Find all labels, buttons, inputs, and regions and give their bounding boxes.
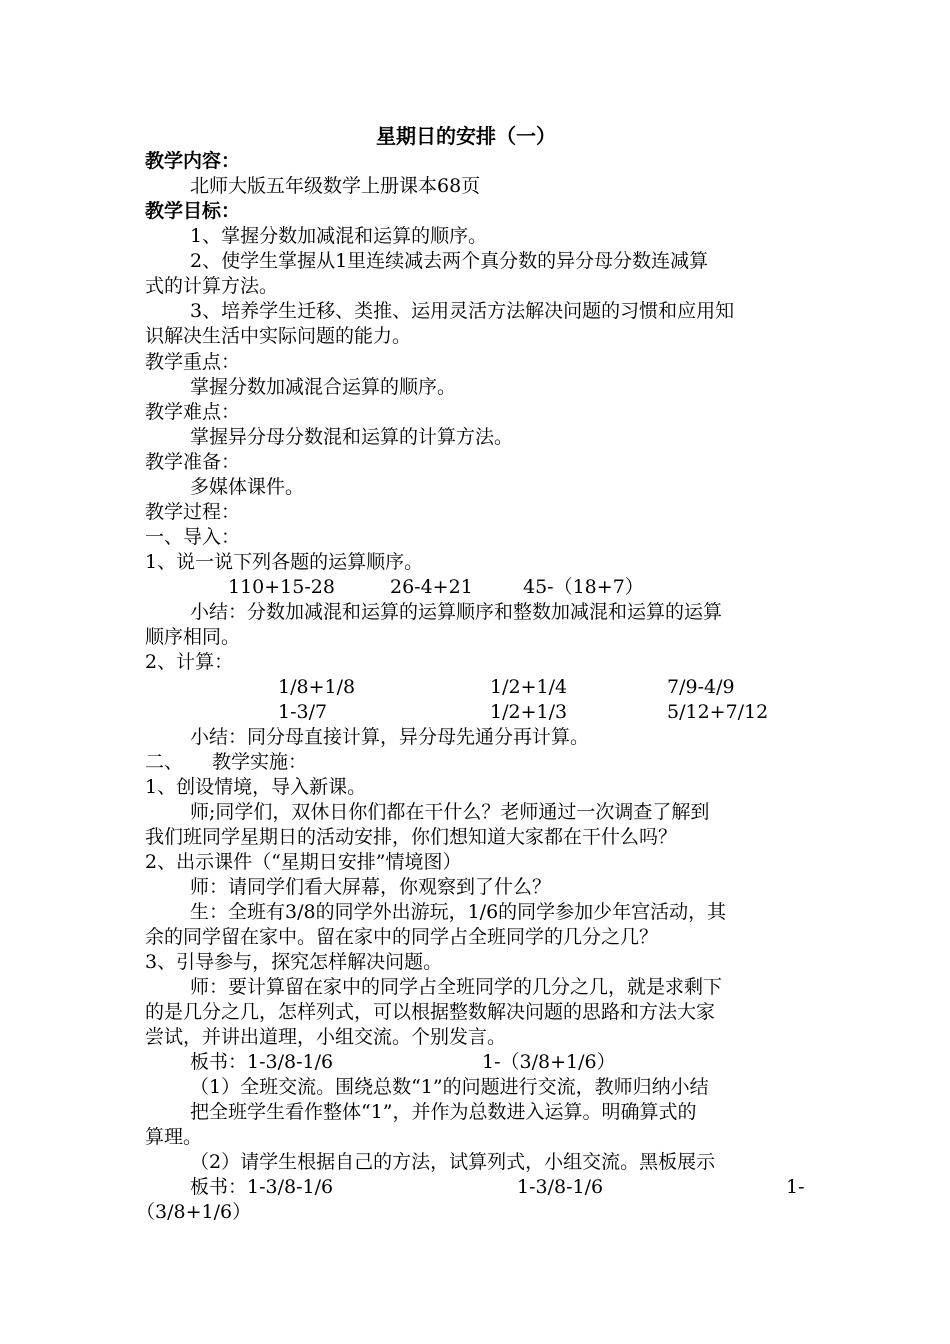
process-heading: 教学过程：	[145, 501, 241, 523]
summary-2: 小结：同分母直接计算，异分母先通分再计算。	[190, 726, 590, 748]
expression-2: 26-4+21	[390, 576, 473, 598]
part-2-title: 教学实施：	[212, 751, 308, 773]
exchange-1-line-1: （1）全班交流。围绕总数“1”的问题进行交流，教师归纳小结	[190, 1076, 709, 1098]
expression-3: 45-（18+7）	[523, 576, 644, 598]
step-2-heading: 2、出示课件（“星期日安排”情境图）	[145, 851, 462, 873]
goal-3-line-2: 识解决生活中实际问题的能力。	[145, 325, 412, 347]
prep-text: 多媒体课件。	[190, 476, 305, 498]
calc-r2-c2: 1/2+1/3	[490, 701, 568, 723]
question-1: 1、说一说下列各题的运算顺序。	[145, 551, 424, 573]
summary-1-line-2: 顺序相同。	[145, 626, 241, 648]
key-heading: 教学重点：	[145, 351, 241, 373]
question-2: 2、计算：	[145, 651, 234, 673]
intro-heading: 一、导入：	[145, 526, 241, 548]
goals-heading: 教学目标：	[145, 200, 241, 222]
teacher-1-line-1: 师;同学们，双休日你们都在干什么？老师通过一次调查了解到	[190, 801, 710, 823]
goal-1: 1、掌握分数加减混和运算的顺序。	[190, 225, 488, 247]
teacher-3-line-1: 师：要计算留在家中的同学占全班同学的几分之几，就是求剩下	[190, 976, 723, 998]
calc-r2-c3: 5/12+7/12	[667, 701, 769, 723]
board-2-b: 1-3/8-1/6	[517, 1176, 604, 1198]
student-1-line-2: 余的同学留在家中。留在家中的同学占全班同学的几分之几？	[145, 926, 659, 948]
student-1-line-1: 生：全班有3/8的同学外出游玩，1/6的同学参加少年宫活动，其	[190, 901, 727, 923]
step-1-heading: 1、创设情境，导入新课。	[145, 776, 367, 798]
teacher-3-line-3: 尝试，并讲出道理，小组交流。个别发言。	[145, 1026, 507, 1048]
key-text: 掌握分数加减混合运算的顺序。	[190, 376, 457, 398]
exchange-1-line-2: 把全班学生看作整体“1”，并作为总数进入运算。明确算式的	[190, 1101, 697, 1123]
teacher-3-line-2: 的是几分之几，怎样列式，可以根据整数解决问题的思路和方法大家	[145, 1001, 716, 1023]
document-title: 星期日的安排（一）	[376, 124, 556, 148]
calc-r1-c3: 7/9-4/9	[667, 676, 735, 698]
difficulty-heading: 教学难点：	[145, 401, 241, 423]
step-3-heading: 3、引导参与，探究怎样解决问题。	[145, 951, 443, 973]
goal-2-line-2: 式的计算方法。	[145, 275, 279, 297]
teacher-2: 师：请同学们看大屏幕，你观察到了什么？	[190, 876, 552, 898]
board-1-a: 板书：1-3/8-1/6	[190, 1051, 334, 1073]
goal-3-line-1: 3、培养学生迁移、类推、运用灵活方法解决问题的习惯和应用知	[190, 300, 735, 322]
board-2-c: 1-	[786, 1176, 805, 1198]
content-heading: 教学内容：	[145, 150, 241, 172]
exchange-1-line-3: 算理。	[145, 1126, 203, 1148]
board-1-b: 1-（3/8+1/6）	[482, 1051, 616, 1073]
calc-r2-c1: 1-3/7	[278, 701, 328, 723]
summary-1-line-1: 小结：分数加减混和运算的运算顺序和整数加减混和运算的运算	[190, 601, 723, 623]
board-2-a: 板书：1-3/8-1/6	[190, 1176, 334, 1198]
part-2-number: 二、	[145, 751, 184, 773]
calc-r1-c2: 1/2+1/4	[490, 676, 568, 698]
prep-heading: 教学准备：	[145, 451, 241, 473]
exchange-2: （2）请学生根据自己的方法，试算列式，小组交流。黑板展示	[190, 1151, 716, 1173]
teacher-1-line-2: 我们班同学星期日的活动安排，你们想知道大家都在干什么吗？	[145, 826, 678, 848]
content-text: 北师大版五年级数学上册课本68页	[190, 175, 481, 197]
expression-1: 110+15-28	[228, 576, 335, 598]
difficulty-text: 掌握异分母分数混和运算的计算方法。	[190, 426, 514, 448]
board-2-d: （3/8+1/6）	[136, 1201, 252, 1223]
calc-r1-c1: 1/8+1/8	[278, 676, 356, 698]
goal-2-line-1: 2、使学生掌握从1里连续减去两个真分数的异分母分数连减算	[190, 250, 709, 272]
